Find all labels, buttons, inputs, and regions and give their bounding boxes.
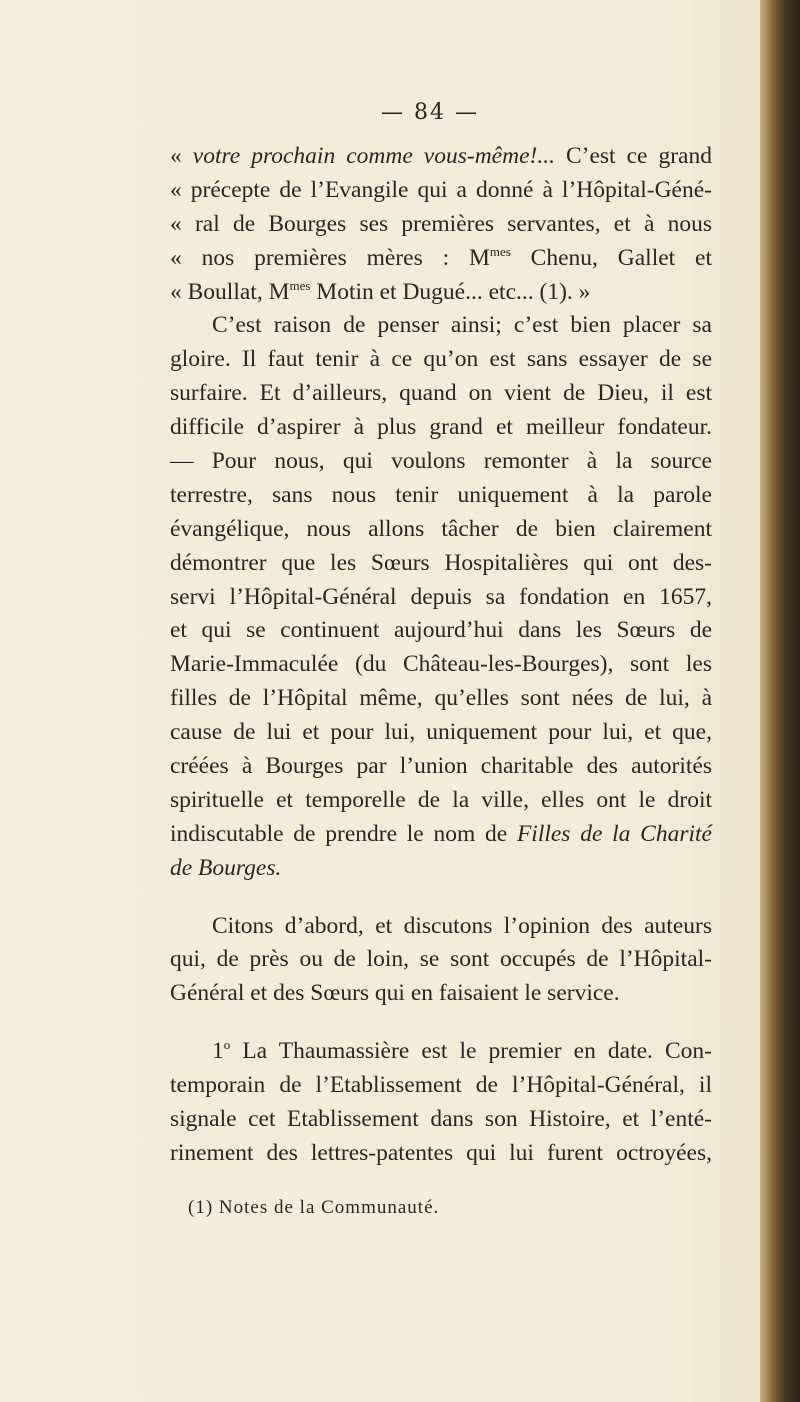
text-line: surfaire. Et d’ailleurs, quand on vient de Dieu, il est: [170, 380, 712, 407]
text-line: C’est raison de penser ainsi; c’est bien placer sa: [212, 312, 712, 339]
text-line: « Boullat, $M^{mes}$ Motin et Dugué... etc... (1). »: [170, 277, 591, 305]
text-line: « ral de Bourges ses premières servantes, et à nous: [170, 210, 712, 237]
text-line: « nos premières mères : $M^{mes}$ Chenu, Gallet et: [170, 243, 713, 271]
text-line: signale cet Etablissement dans son Histoire, et l’enté-: [170, 1106, 712, 1133]
text-line: créées à Bourges par l’union charitable des autorités: [170, 753, 712, 780]
text-line: Général et des Sœurs qui en faisaient le service.: [170, 980, 620, 1007]
text-line: servi l’Hôpital-Général depuis sa fondation en 1657,: [170, 583, 712, 610]
text-line: « précepte de l’Evangile qui a donné à l’Hôpital-Géné-: [170, 176, 712, 203]
text-line: démontrer que les Sœurs Hospitalières qui ont des-: [170, 549, 712, 576]
text-line: filles de l’Hôpital même, qu’elles sont nées de lui, à: [170, 685, 712, 712]
text-line: « votre prochain comme vous-même!... C’est ce grand: [170, 143, 712, 169]
text-line: difficile d’aspirer à plus grand et meilleur fondateur.: [170, 414, 712, 441]
text-line: évangélique, nous allons tâcher de bien clairement: [170, 515, 712, 542]
text-line: indiscutable de prendre le nom de Filles de la Charité: [170, 820, 712, 847]
text-line: rinement des lettres-patentes qui lui furent octroyées,: [170, 1139, 712, 1166]
text-line: qui, de près ou de loin, se sont occupés de l’Hôpital-: [170, 946, 712, 973]
text-line: terrestre, sans nous tenir uniquement à la parole: [170, 481, 712, 508]
footnote: (1) Notes de la Communauté.: [188, 1197, 440, 1218]
book-edge: [760, 0, 800, 1402]
text-line: temporain de l’Etablissement de l’Hôpital-Général, il: [170, 1072, 712, 1099]
text-line: Citons d’abord, et discutons l’opinion des auteurs: [212, 912, 712, 939]
text-line: — Pour nous, qui voulons remonter à la source: [170, 448, 712, 475]
text-line: cause de lui et pour lui, uniquement pour lui, et que,: [170, 719, 712, 746]
text-line: de Bourges.: [170, 854, 282, 881]
text-line: 1$^o$ La Thaumassière est le premier en date. Con-: [212, 1037, 712, 1065]
text-line: et qui se continuent aujourd’hui dans les Sœurs de: [170, 617, 712, 644]
body-text: [170, 140, 712, 1171]
page-number: — 84 —: [381, 100, 479, 125]
text-line: gloire. Il faut tenir à ce qu’on est sans essayer de se: [170, 346, 712, 373]
text-line: Marie-Immaculée (du Château-les-Bourges), sont les: [170, 651, 712, 678]
text-line: spirituelle et temporelle de la ville, elles ont le droit: [170, 786, 712, 813]
